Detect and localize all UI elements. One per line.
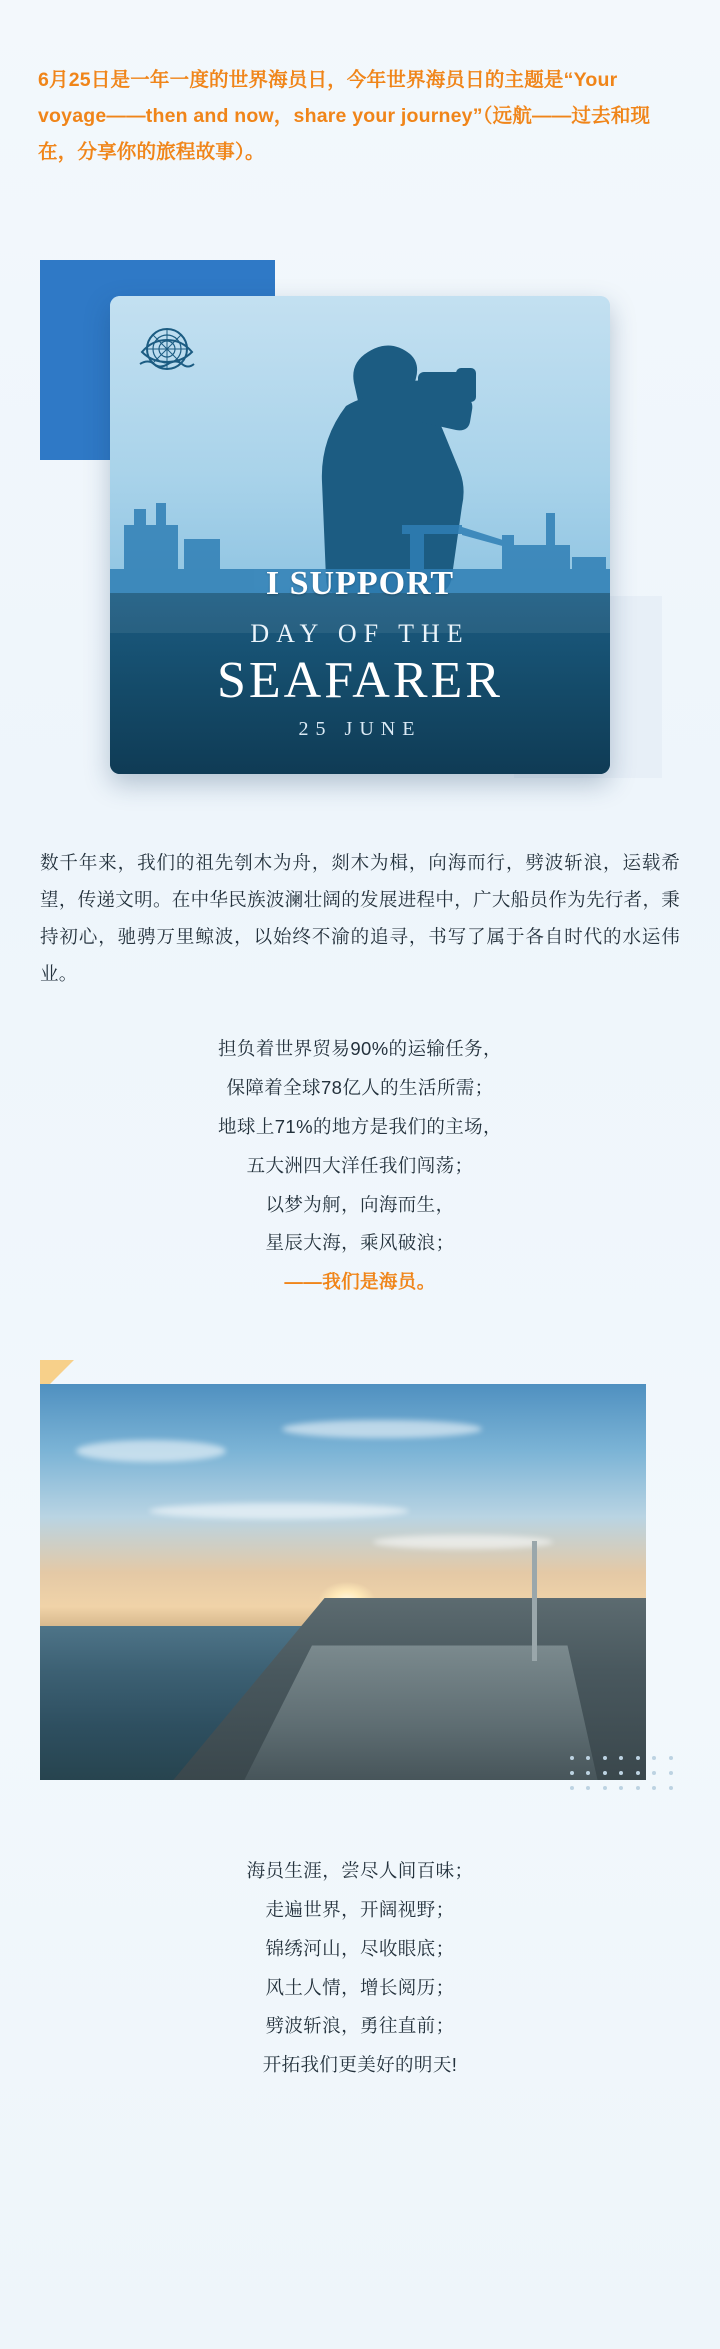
sunset-ship-photo (40, 1384, 646, 1780)
poster-section (0, 218, 720, 838)
imo-logo-icon (136, 318, 198, 380)
verse-line: 锦绣河山，尽收眼底； (265, 1937, 455, 1959)
body-section (0, 838, 720, 1302)
verse-line: 开拓我们更美好的明天! (262, 2054, 458, 2076)
poster-line-date: 25 JUNE (298, 717, 422, 740)
verse-line: 以梦为舸，向海而生， (265, 1193, 455, 1215)
photo-cloud (373, 1535, 553, 1549)
photo-section (0, 1360, 720, 1820)
poster-text-block (110, 564, 610, 741)
verse-two (40, 1852, 680, 2085)
verse-line: 走遍世界，开阔视野； (265, 1898, 455, 1920)
day-of-the-seafarer-poster (110, 296, 610, 774)
photo-cloud (282, 1420, 482, 1438)
closing-section (0, 1846, 720, 2165)
verse-accent-line: ——我们是海员。 (284, 1271, 436, 1293)
verse-line: 劈波斩浪，勇往直前； (265, 2015, 455, 2037)
poster-line-day-of-the: DAY OF THE (250, 618, 470, 648)
photo-cloud (76, 1440, 226, 1462)
verse-line: 保障着全球78亿人的生活所需； (226, 1077, 494, 1099)
verse-line: 星辰大海，乘风破浪； (265, 1232, 455, 1254)
verse-line: 海员生涯，尝尽人间百味； (246, 1860, 474, 1882)
photo-cloud (149, 1503, 409, 1519)
poster-line-seafarer: SEAFARER (217, 651, 503, 709)
photo-ship-mast (532, 1541, 537, 1661)
verse-line: 担负着世界贸易90%的运输任务， (218, 1038, 502, 1060)
body-paragraph: 数千年来，我们的祖先刳木为舟，剡木为楫，向海而行，劈波斩浪，运载希望，传递文明。在中华民族波澜壮阔的发展进程中，广大船员作为先行者，秉持初心，驰骋万里鲸波，以始终不渝的追寻，书写了属于各自时代的水运伟业。 (40, 852, 680, 985)
verse-one (40, 1030, 680, 1302)
poster-line-support: I SUPPORT (265, 564, 455, 602)
verse-line: 五大洲四大洋任我们闯荡； (246, 1154, 474, 1176)
verse-line: 风土人情，增长阅历； (265, 1976, 455, 1998)
intro-paragraph: 6月25日是一年一度的世界海员日，今年世界海员日的主题是“Your voyage——then and now，share your journey”（远航——过去和现在，分享你的旅程故事）。 (38, 69, 651, 164)
decorative-dot-grid (570, 1756, 680, 1796)
verse-line: 地球上71%的地方是我们的主场， (218, 1115, 502, 1137)
intro-section (0, 0, 720, 170)
